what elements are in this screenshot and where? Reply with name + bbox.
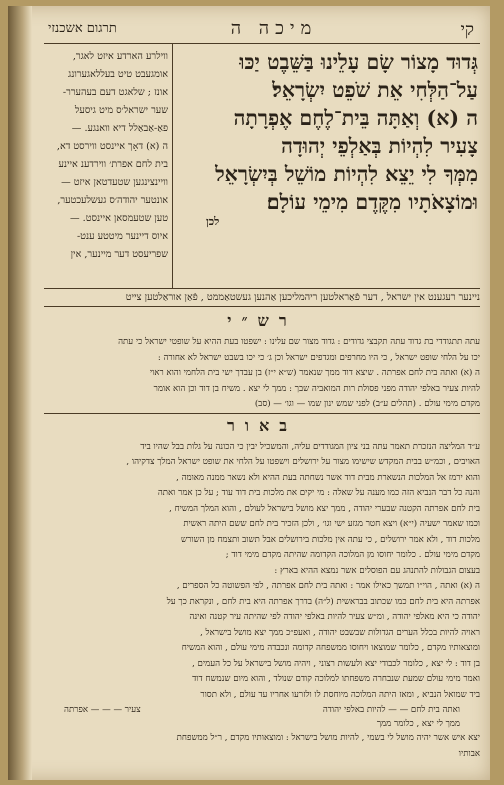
section-rule bbox=[44, 306, 480, 307]
translation-line: ווילרע הארדע איזט לאגר, bbox=[72, 51, 168, 62]
biur-line: ומוצאותיו מקדם , כלומר שמוצאו ויחוסו ממשפחה קדומה ונכבדה מימי עולם , והוא המשיח bbox=[181, 643, 480, 653]
translation-line: בית לחם אפרת׳ ווירדענ איינע bbox=[58, 159, 168, 170]
rashi-line: עתה תתגודדי בת גדוד עתה תקבצי גדודים : גדוד מצור שם עלינו : ישפטו בעת ההיא על שופטי ישראל כי עתה bbox=[118, 337, 480, 347]
page-header bbox=[44, 16, 480, 44]
translation-line: פאַ-אַבאַלל דיא וואנגע. — bbox=[71, 123, 168, 134]
translation-line: ה (א) דאָך איינסט ווירסט דא, bbox=[56, 141, 168, 152]
page-number: קי bbox=[460, 20, 474, 40]
section-rule bbox=[44, 413, 480, 414]
biur-line: והנה כל דבר הנביא הזה כמו מענה על שאלה : מי יקים את מלכות בית דוד עוד ; על כן אמר ואתה bbox=[157, 488, 480, 498]
verse-line: ה (א) וְאַתָּה בֵּית־לֶחֶם אֶפְרָתָה bbox=[233, 106, 478, 130]
biur-note: ואתה בית לחם — — להיות באלפי יהודה bbox=[322, 705, 460, 715]
rashi-line: להיות צעיר באלפי יהודה מפני פסולת רות המואביה שבך : ממך לי יצא . משיח בן דוד וכן הוא אומר bbox=[153, 383, 480, 394]
biur-commentary bbox=[44, 416, 480, 763]
biur-line: ואמר מימי עולם שמעת שנבחרה משפחתו למלוכה קודם שנולד , והוא מיום שנמשח דוד bbox=[192, 674, 480, 684]
book-page bbox=[8, 6, 490, 780]
biur-line: בעצום הגבולות להתנהג עם הפוסלים אשר נמצא ההיא בארץ : bbox=[274, 565, 480, 576]
translation-line: שער ישראל׳ס מיט גיסעל bbox=[74, 105, 168, 116]
translation-line: איוס דיינער מיטטע ענט- bbox=[76, 231, 168, 242]
biur-line: אפרתה היא בית לחם כמו שכתוב בבראשית (ל״ה) בדרך אפרתה היא בית לחם , ונקראת כך על bbox=[166, 596, 480, 607]
biur-line: ה (א) ואתה , הוי״ו תמשך כאילו אמר : ואתה בית לחם אפרתה , לפי הפשוטה כל הספרים , bbox=[176, 581, 480, 591]
biur-line: מקדם מימי עולם . כלומר יחוסו מן המלוכה הקדומה שהיתה מקדם מימי דוד ; bbox=[225, 550, 480, 560]
biur-note-row bbox=[44, 703, 480, 717]
biur-line: מלכות דוד , ולא אמר ירושלים , כי עתה אין מלכות בירושלים אבל תשוב ותצמח מן השורש bbox=[181, 534, 480, 545]
biur-note: ממך לי יצא , כלומר ממך bbox=[376, 719, 460, 729]
translation-line: אונטער יהודה׳ס געשלעכטער, bbox=[57, 195, 168, 206]
verse-line: עַל־הַלְּחִי אֵת שֹׁפֵט יִשְׂרָאֵל׃ bbox=[272, 78, 478, 102]
biur-note: צעיר — — — אפרתה bbox=[64, 705, 141, 715]
biur-title: באור bbox=[227, 415, 297, 435]
biur-line: בית לחם אפרתה הקטנה שבערי יהודה , ממך יצא מושל בישראל לעולם , והוא המלך המשיח , bbox=[169, 503, 480, 514]
column-divider bbox=[172, 44, 173, 288]
verse-line: גְּדוּד מָצוֹר שָׂם עָלֵינוּ בַּשֵּׁבֶט יַכּוּ bbox=[239, 50, 478, 74]
book-gutter bbox=[8, 6, 32, 780]
biur-line: יהודה כי היא מאלפי יהודה , ומ״ש צעיר להיות באלפי יהודה לפי שהיתה עיר קטנה ואינה bbox=[189, 612, 480, 622]
translation-title: תרגום אשכנזי bbox=[48, 21, 117, 36]
biur-line: אבותיו bbox=[458, 748, 480, 759]
rashi-title: רש״י bbox=[227, 311, 297, 330]
translation-line: אומגעבט טיט בעללאגערונג bbox=[68, 69, 168, 80]
biur-line: האויבים , וכמ״ש בבית המקדש שישימו מצור על ירושלים וישפטו על הלחי את שופט ישראל המלך צדקיהו , bbox=[126, 457, 480, 467]
translation-line: טען שטעמסאן איינסט. — bbox=[70, 213, 168, 224]
biur-line: יצא איש אשר יהיה מושל לי בשמי , להיות מושל בישראל : ומוצאותיו מקדם , ר״ל ממשפחת bbox=[176, 733, 480, 743]
verse-line: מִמְּךָ לִי יֵצֵא לִהְיוֹת מוֹשֵׁל בְּיִשְׂרָאֵל bbox=[215, 162, 478, 186]
biur-line: והוא ירמז אל המלכות הנשארת מבית דוד אשר נשחתה בעת ההיא ולא נשאר ממנה מאומה , bbox=[176, 472, 480, 483]
translation-line: אונז ; שלאגט דעם בעהערר- bbox=[62, 87, 168, 98]
biur-line: ראויה להיות בכלל הערים הגדולות שבשבט יהודה , ואעפ״כ ממך יצא מושל בישראל , bbox=[200, 627, 480, 638]
rashi-line: מקדם מימי עולם . (תהלים ע״ב) לפני שמש ינון שמו — וגו׳ — (סב) bbox=[254, 399, 480, 409]
biur-note-row bbox=[44, 717, 480, 731]
biur-line: ע״ד המליצה הנזכרת תאמר עתה בני ציון המגודדים עליה, והמשכיל יבין כי הכונה על גלות בבל שהיו ביד bbox=[140, 441, 480, 452]
biur-line: ביד שמואל הנביא , ומאז היתה המלוכה מיוחסת לו ולזרעו אחריו עד עולם , ולא תסור bbox=[200, 689, 480, 700]
biur-line: וכמו שאמר ישעיה (י״א) ויצא חטר מגזע ישי וגו׳ , ולכן הזכיר בית לחם ששם היתה ראשית bbox=[183, 519, 480, 529]
verse-line: צָעִיר לִהְיוֹת בְּאַלְפֵי יְהוּדָה bbox=[281, 134, 478, 158]
rashi-commentary bbox=[44, 311, 480, 413]
translation-line: שפריעסט דער מיינער, אין bbox=[70, 249, 168, 260]
text-block bbox=[44, 44, 480, 306]
translation-continuation: ניינער רעגענט אין ישראל , דער פֿאַראלטען ריהמליכען אַהנען געשטאַממט , פֿאַן אוראַלטען צייט bbox=[44, 288, 480, 305]
rashi-line: יכו על הלחי שופט ישראל , כי היו מחרפים ומגדפים ישראל וכן ג׳ כי יכו בשבט ישראל לא אחורה : bbox=[157, 352, 480, 363]
biur-line: בן דוד : לי יצא , כלומר לכבודי יצא ולעשות רצוני , ויהיה מושל בישראל על כל העמים , bbox=[192, 658, 480, 669]
main-verse-text bbox=[176, 48, 478, 228]
running-title: מיכה ה bbox=[230, 18, 318, 39]
rashi-line: ה (א) ואתה בית לחם אפרתה . שיצא דוד ממך שנאמר (ש״א י״ז) בן עבדך ישי בית הלחמי והוא ראוי bbox=[149, 368, 480, 378]
verse-line: וּמוֹצָאֹתָיו מִקֶּדֶם מִימֵי עוֹלָם׃ bbox=[266, 190, 478, 214]
page-content bbox=[44, 16, 480, 772]
translation-column bbox=[48, 48, 168, 264]
translation-line: וויינצינגען שטעדטאן איזט — bbox=[61, 177, 168, 188]
catchword: לכן bbox=[206, 215, 220, 228]
